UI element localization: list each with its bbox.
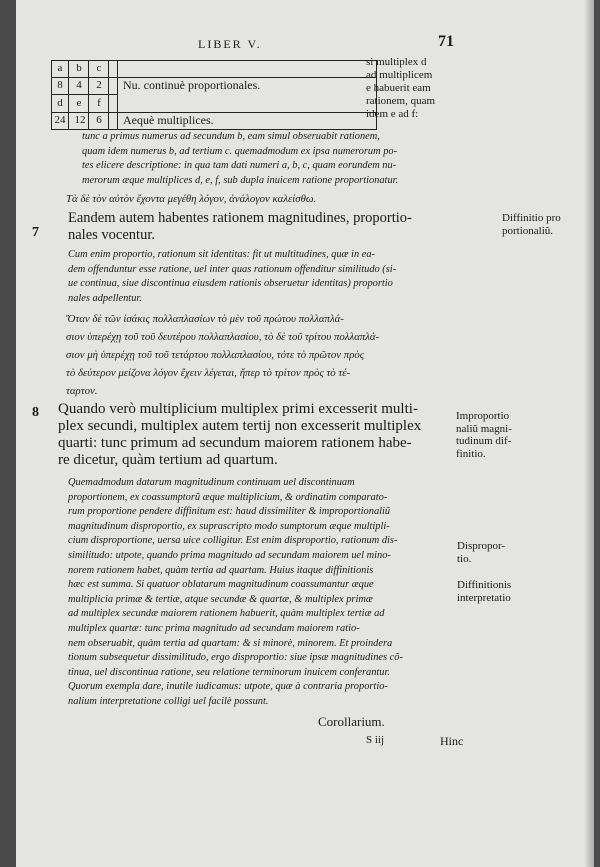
section-heading: Corollarium. [318,714,385,729]
side-text: si multiplex d ad multiplicem e habuerit eam rationem, quam idem e ad f: [366,56,436,120]
definition-7-text: Eandem autem habentes rationem magnitudines, proportio- nales vocentur. [68,210,412,243]
definition-8-text: Quando verò multiplicium multiplex primi excesserit multi- plex secundi, multiplex autem tertij non excesserit multiplex quarti: tunc primum ad secundum maiorem rationem habe- re dicetur, quàm tertium ad quartum. [58,401,422,468]
page-number: 71 [438,33,454,50]
greek-definition: Τὰ δὲ τὸν αὐτὸν ἔχοντα μεγέθη λόγον, ἀνάλογον καλείσθω. [66,193,317,205]
signature-mark: S iij [366,734,385,746]
table-cell: c [96,62,102,74]
margin-note: Dispropor- tio. [457,540,506,565]
table-cell: d [57,97,63,109]
catchword: Hinc [440,734,464,748]
table-cell: e [76,97,82,109]
commentary-paragraph: Quemadmodum datarum magnitudinum continuam uel discontinuam proportionem, ex coassumptorũ æque multiplicium, & ordinatim comparato- rum proportione pendere diffinitum est: haud dissimiliter & improportionaliũ magnitudinum disproportio, ex suprascripto modo sumptorum æque multipli- cium disproportione, uersa uice colligitur. Est enim disproportio, rationum dis- similitudo: utpote, quando prima magnitudo ad secundam maiorem uel mino- norem rationem habet, quàm tertia ad quartam. Huius itaque diffinitionis hæc est summa. Si quatuor oblatarum magnitudinum coassumantur æque multiplicia primæ & tertiæ, atque secundæ & quartæ, & multiplex primæ ad multiplex secundæ maiorem rationem habuerit, quàm multiplex tertiæ ad multiplex quartæ: tunc prima magnitudo ad secundam maiorem ratio- nem obseruabit, quàm tertia ad quartam: & si minorè, minorem. Et proindera tionum subsequetur dissimilitudo, ergo disproportio: siue ipsæ magnitudines cõ- tinua, uel discontinua ratione, seu relatione terminorum inuicem conferantur. Quorum exempla dare, inutile iudicamus: utpote, quæ à contraria proportio- nalium interpretatione colligi uel facilè possunt. [68,477,403,707]
margin-note: Diffinitio pro portionaliũ. [502,212,561,237]
definition-number: 8 [32,405,39,420]
margin-note: Improportio naliũ magni- tudinum dif- finitio. [456,410,512,460]
table-label-top: Nu. continuè proportionales. [123,78,261,92]
commentary-paragraph: Cum enim proportio, rationum sit identitas: fit ut multitudines, quæ in ea- dem offenduntur esse ratione, uel inter quas rationum offenditur similitudo (si- ue continua, siue discontinua eiusdem rationis obseruetur identitas) proportio nales adpellentur. [68,249,397,304]
table-cell: 6 [96,114,102,126]
proportion-table [51,60,377,130]
table-cell: a [57,62,63,74]
table-cell: 24 [54,114,66,126]
book-page [16,0,594,867]
running-header: LIBER V. [198,37,262,51]
margin-note: Diffinitionis interpretatio [457,579,512,604]
commentary-paragraph: tunc a primus numerus ad secundum b, eam simul obseruabit rationem, quam idem numerus b, ad tertium c. quemadmodum ex ipsa numerorum po- tes elicere descriptione: in qua tam dati numeri a, b, c, quam eorundem nu- merorum æque multiplices d, e, f, sub dupla inuicem ratione proportionatur. [82,131,399,186]
table-cell: 2 [96,79,102,91]
definition-number: 7 [32,225,39,240]
table-cell: 12 [74,114,86,126]
table-cell: 8 [57,79,63,91]
table-cell: 4 [76,79,82,91]
table-cell: b [76,62,82,74]
greek-definition: Ὅταν δὲ τῶν ἰσάκις πολλαπλασίων τὸ μὲν τοῦ πρώτου πολλαπλά- σιον ὑπερέχῃ τοῦ τοῦ δευτέρου πολλαπλασίου, τὸ δὲ τοῦ τρίτου πολλαπλά- σιον μὴ ὑπερέχῃ τοῦ τοῦ τετάρτου πολλαπλασίου, τότε τὸ πρῶτον πρὸς τὸ δεύτερον μείζονα λόγον ἔχειν λέγεται, ἤπερ τὸ τρίτον πρὸς τὸ τέ- ταρτον. [66,313,380,397]
table-cell: f [97,97,101,109]
table-label-bottom: Aequè multiplices. [123,113,214,127]
